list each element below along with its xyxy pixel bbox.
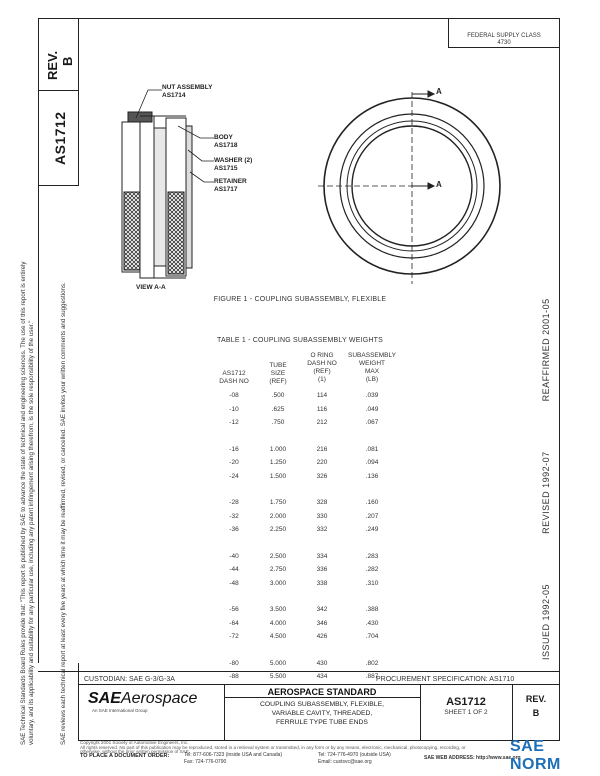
titleblock-top-line [38,671,560,672]
table-cell-tube: 2.500 [269,552,287,560]
table-cell-oring: 330 [316,512,328,520]
table-cell-tube: 2.750 [269,566,287,573]
table-cell-weight: .136 [365,472,379,480]
table-cell-dash: -44 [229,566,239,573]
legal-notice-line2: voluntary, and its applicability and suitability for any particular use, including any patent infringement arising therefrom, is the sole responsibility of the user." [28,320,35,745]
table-cell-tube: 1.500 [269,472,287,480]
table-cell-tube: 2.000 [269,512,287,520]
table-cell-oring: 434 [316,673,328,680]
table-cell-tube: 3.500 [269,606,287,613]
header-weight-line2: WEIGHT [359,360,385,367]
legal-notice-line3: SAE reviews each technical report at least every five years at which time it may be reaffirmed, revised, or cancelled. SAE invites your written comments and suggestions. [60,282,67,745]
custodian-text: CUSTODIAN: SAE G-3/G-3A [84,676,175,683]
logo-sae: SAE [88,690,121,707]
table-cell-dash: -72 [229,633,239,640]
label-nut-assembly-num: AS1714 [162,92,186,99]
table-cell-weight: .049 [365,405,379,413]
fsc-label: FEDERAL SUPPLY CLASS [467,33,541,39]
subtitle-line1: COUPLING SUBASSEMBLY, FLEXIBLE, [259,701,385,708]
header-weight [340,352,404,384]
fax-number: Fax: 724-776-0790 [184,759,227,765]
logo-aerospace: Aerospace [120,690,198,707]
table-cell-dash: -40 [229,552,239,560]
table-cell-weight: .388 [365,606,379,613]
header-tube-line3: (REF) [269,378,287,385]
header-weight-line3: MAX [364,368,380,375]
label-body-name: BODY [214,134,233,141]
table-cell-tube: 1.250 [269,459,287,466]
web-address: SAE WEB ADDRESS: http://www.sae.org [424,755,521,761]
table-cell-tube: 4.000 [269,619,287,627]
fsc-code: 4730 [497,40,511,46]
procurement-spec: PROCUREMENT SPECIFICATION: AS1710 [376,676,515,683]
date-reaffirmed: REAFFIRMED 2001-05 [541,298,551,402]
table-cell-weight: .802 [365,659,379,667]
label-retainer-num: AS1717 [214,186,238,193]
table-cell-oring: 334 [316,552,328,560]
header-oring-line4: (1) [318,376,326,383]
view-label: VIEW A-A [136,284,166,291]
table-cell-oring: 216 [316,445,328,453]
table-cell-oring: 342 [316,606,328,613]
table-cell-tube: 5.000 [269,659,287,667]
table-cell-weight: .081 [365,445,379,453]
table-cell-oring: 220 [316,459,328,466]
legal-notice-line1: SAE Technical Standards Board Rules provide that: "This report is published by SAE to advance the state of technical and engineering sciences. The use of this report is entirely [20,261,27,745]
header-dash-line2: DASH NO [219,378,249,385]
table-cell-oring: 328 [316,499,328,506]
label-retainer [214,178,247,194]
table-cell-tube: 1.000 [269,445,287,453]
table-cell-oring: 346 [316,619,328,627]
table-cell-oring: 212 [316,419,328,426]
table-cell-oring: 338 [316,579,328,587]
coupling-end-view [318,91,500,284]
sheet-number: SHEET 1 OF 2 [444,709,488,716]
copyright-text: Copyright 2001 Society of Automotive Engineers, Inc. [80,740,189,745]
table-cell-oring: 426 [316,633,328,640]
table-cell-weight: .283 [365,552,379,560]
rights-text: All rights reserved. No part of this publication may be reproduced, stored in a retrieval system or transmitted, in any form or by any means, electronic, mechanical, photocopying, recording, or [80,745,466,750]
table-cell-oring: 430 [316,659,328,667]
header-oring-line2: DASH NO [307,360,337,367]
table-cell-tube: 1.750 [269,499,287,506]
table-cell-oring: 114 [316,392,328,399]
document-subtitle [224,700,420,727]
titleblock-rev-label: REV. [525,694,547,704]
label-retainer-name: RETAINER [214,178,247,185]
sae-norm-watermark: SAE NORM [510,738,561,773]
logo-subtitle: An SAE International Group [92,708,148,713]
issue-dates [541,298,551,660]
strip-doc-number: AS1712 [52,111,68,165]
table-cell-weight: .094 [365,459,379,466]
table-cell-tube: .625 [271,405,285,413]
titleblock-mid-line [78,684,560,685]
standard-title: AEROSPACE STANDARD [267,687,377,697]
table-cell-weight: .039 [365,392,379,399]
table-cell-tube: .750 [271,419,285,426]
coupling-drawing [0,0,600,300]
table-caption: TABLE 1 - COUPLING SUBASSEMBLY WEIGHTS [217,337,383,344]
table-cell-weight: .310 [365,579,379,587]
section-marker-bottom: A [436,180,442,189]
titleblock-rev-value: B [532,708,540,718]
table-cell-dash: -80 [229,659,239,667]
header-weight-line4: (LB) [365,376,379,383]
coupling-side-view [122,112,192,278]
header-oring-line3: (REF) [313,368,331,375]
table-cell-oring: 116 [316,405,328,413]
table-cell-oring: 332 [316,526,328,533]
table-cell-dash: -10 [229,405,239,413]
table-cell-weight: .249 [365,526,379,533]
table-cell-dash: -08 [229,392,239,399]
table-cell-dash: -48 [229,579,239,587]
phone-us: Tel: 877-606-7323 (inside USA and Canada) [184,752,283,758]
table-cell-tube: 3.000 [269,579,287,587]
header-weight-line1: SUBASSEMBLY [348,352,396,359]
date-revised: REVISED 1992-07 [541,451,551,534]
table-cell-dash: -56 [229,606,239,613]
order-label: TO PLACE A DOCUMENT ORDER: [80,753,170,759]
table-cell-tube: 4.500 [269,633,287,640]
table-cell-tube: 2.250 [269,526,287,533]
table-cell-weight: .704 [365,633,379,640]
table-cell-dash: -12 [229,419,239,426]
figure-caption: FIGURE 1 - COUPLING SUBASSEMBLY, FLEXIBLE [213,296,387,303]
table-cell-dash: -88 [229,673,239,680]
phone-intl: Tel: 724-776-4970 (outside USA) [318,752,391,758]
date-issued: ISSUED 1992-05 [541,583,551,660]
email-address: Email: custsvc@sae.org [318,759,372,765]
table-cell-dash: -24 [229,472,239,480]
table-cell-tube: 5.500 [269,673,287,680]
table-cell-weight: .282 [365,566,379,573]
header-tube-line2: SIZE [270,370,286,377]
table-cell-dash: -20 [229,459,239,466]
label-washer [214,157,252,173]
strip-rev-label: REV. [45,50,60,80]
titleblock-doc-number: AS1712 [446,696,486,708]
label-washer-num: AS1715 [214,165,238,172]
titleblock-left-line [78,663,79,740]
label-body [214,134,238,150]
label-nut-assembly [162,84,212,100]
table-cell-weight: .067 [365,419,379,426]
table-cell-weight: .430 [365,619,379,627]
table-cell-oring: 336 [316,566,328,573]
label-body-num: AS1718 [214,142,238,149]
table-cell-weight: .160 [365,499,379,506]
table-cell-dash: -64 [229,619,239,627]
table-cell-dash: -28 [229,499,239,506]
table-cell-dash: -36 [229,526,239,533]
table-cell-dash: -32 [229,512,239,520]
strip-rev-value: B [60,56,75,66]
subtitle-line2: VARIABLE CAVITY, THREADED, [271,710,373,717]
section-marker-top: A [436,87,442,96]
table-cell-dash: -16 [229,445,239,453]
standard-underline [224,697,420,698]
table-cell-tube: .500 [271,392,285,399]
label-nut-assembly-name: NUT ASSEMBLY [162,84,213,91]
header-oring-line1: O RING [310,352,334,359]
table-cell-oring: 326 [316,472,328,480]
header-dash-line1: AS1712 [222,370,246,377]
subtitle-line3: FERRULE TYPE TUBE ENDS [276,719,368,726]
table-cell-weight: .887 [365,673,379,680]
sae-aerospace-logo [88,690,197,708]
table-cell-weight: .207 [365,512,379,520]
header-tube-line1: TUBE [269,362,287,369]
label-washer-name: WASHER (2) [214,157,253,164]
rights-text-2: otherwise, without the prior written permission of SAE. [80,749,191,754]
